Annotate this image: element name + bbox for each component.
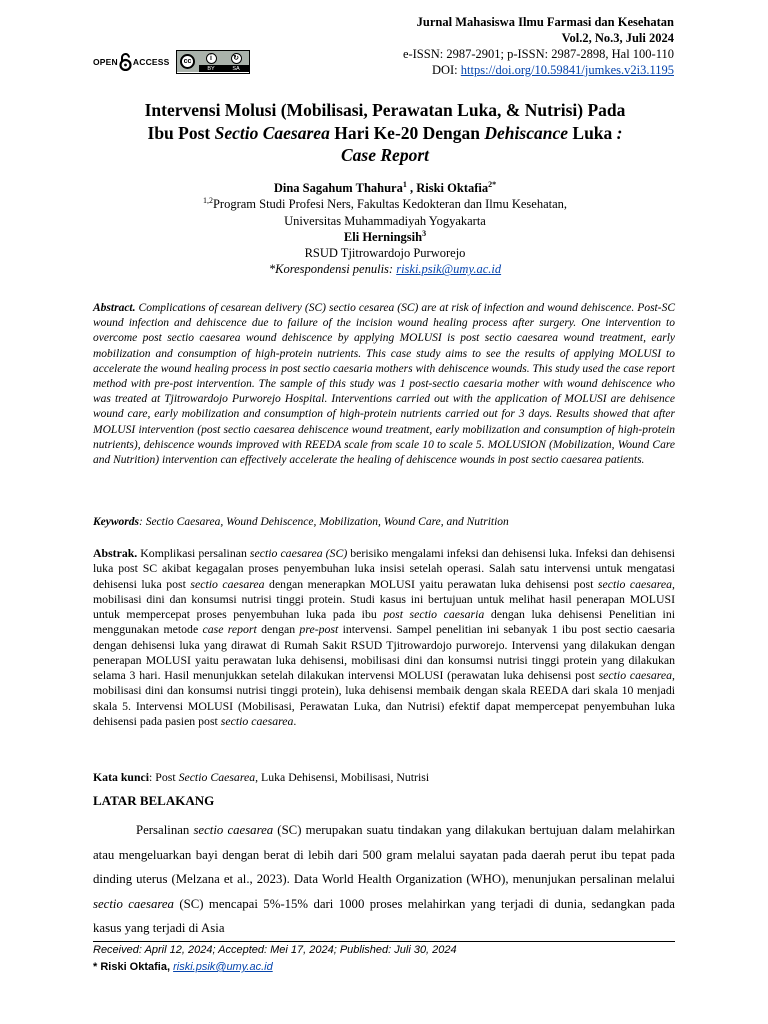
author-block: [90, 180, 680, 278]
affiliation-2: Universitas Muhammadiyah Yogyakarta: [284, 213, 486, 228]
footer-correspondence: * Riski Oktafia, riski.psik@umy.ac.id: [93, 961, 273, 973]
affiliation-1: $^{1,2}$Program Studi Profesi Ners, Fakultas Kedokteran dan Ilmu Kesehatan,: [202, 196, 568, 212]
open-lock-icon: [119, 53, 132, 71]
title-line-1: Intervensi Molusi (Mobilisasi, Perawatan Luka, & Nutrisi) Pada: [144, 100, 626, 120]
latar-belakang-heading: LATAR BELAKANG: [93, 793, 215, 808]
share-alike-icon: ↻: [231, 53, 242, 64]
cc-icon: cc: [180, 54, 195, 69]
journal-doi: [403, 62, 674, 78]
cc-by-sa-badge[interactable]: [176, 50, 250, 74]
open-access-right-text: ACCESS: [132, 57, 170, 67]
author-names: Dina Sagahum Thahura$^1$ , Riski Oktafia$^{2*}$: [273, 179, 497, 195]
keywords-indonesian: Kata kunci: Post Sectio Caesarea, Luka Dehisensi, Mobilisasi, Nutrisi: [93, 770, 430, 784]
abstrak-label: Abstrak.: [93, 546, 138, 560]
keywords-english: Keywords: Sectio Caesarea, Wound Dehiscence, Mobilization, Wound Care, and Nutrition: [93, 516, 509, 528]
open-access-left-text: OPEN: [93, 57, 118, 67]
abstract-indonesian: Abstrak. Komplikasi persalinan sectio caesarea (SC) berisiko mengalami infeksi dan dehisensi luka. Infeksi dan dehisensi luka post SC akibat kegagalan proses penyembuhan luka insisi setelah operasi. Salah satu intervensi untuk mengatasi dehisensi luka post sectio caesarea dengan menerapkan MOLUSI yaitu perawatan luka dehisensi post sectio caesarea, mobilisasi dini dan konsumsi nutrisi tinggi protein. Studi kasus ini bertujuan untuk melihat hasil penerapan MOLUSI untuk mempercepat proses penyembuhan luka pada ibu post sectio caesaria dengan luka dehisensi Penelitian ini menggunakan metode case report dengan pre-post intervensi. Sampel penelitian ini sebanyak 1 ibu post sectio caesaria dengan dehisensi luka yang dirawat di Rumah Sakit RSUD Tjitrowardojo purworejo. Intervensi yang dilakukan dengan penerapan MOLUSI yaitu perawatan luka dehisensi, mobilisasi dini dan konsumsi nutrisi tinggi protein yang dilakukan selama 3 hari. Hasil menunjukkan setelah dilakukan intervensi MOLUSI (perawatan luka dehisensi post sectio caesarea, mobilisasi dini dan konsumsi nutrisi tinggi protein), luka dehisensi membaik dengan skala REEDA dari skala 10 menjadi skala 5. Intervensi MOLUSI (Mobilisasi, Perawatan Luka, dan Nutrisi) efektif dapat mempercepat penyembuhan luka dehisensi pada pasien post sectio caesarea.: [93, 546, 676, 728]
journal-volume: Vol.2, No.3, Juli 2024: [561, 31, 674, 45]
author-3: Eli Herningsih$^3$: [343, 228, 427, 244]
received-dates: Received: April 12, 2024; Accepted: Mei 17, 2024; Published: Juli 30, 2024: [93, 944, 457, 956]
license-logos: [93, 49, 250, 75]
affiliation-3: RSUD Tjitrowardojo Purworejo: [304, 246, 466, 261]
cc-by-text: BY: [207, 65, 215, 72]
body-paragraph: Persalinan sectio caesarea (SC) merupakan suatu tindakan yang dilakukan bertujuan dalam melahirkan atau mengeluarkan bayi dengan berat di lebih dari 500 gram melalui sayatan pada daerah perut ibu tepat pada dinding uterus (Melzana et al., 2023). Data World Health Organization (WHO), menunjukan persalinan melalui sectio caesarea (SC) mencapai 5%-15% dari 1000 proses melahirkan yang terjadi di dunia, sedangkan pada kasus yang terjadi di Asia: [93, 823, 675, 935]
journal-issn: e-ISSN: 2987-2901; p-ISSN: 2987-2898, Hal 100-110: [402, 47, 674, 61]
footer-email-link[interactable]: riski.psik@umy.ac.id: [173, 961, 273, 973]
abstract-label: Abstract.: [93, 302, 136, 314]
article-title: [90, 99, 680, 167]
abstract-text: Complications of cesarean delivery (SC) sectio cesarea (SC) are at risk of infection and wound dehiscence. Post-SC wound infection and dehiscence due to failure of the incision wound healing process after surgery. One intervention to overcome post sectio caesarea wound dehiscence by applying MOLUSI is post sectio caesarea wound treatment, early mobilization and consumption of high-protein nutrients. This case study aims to see the results of applying MOLUSI to accelerate the wound healing process in post sectio caesaria mothers with dehiscence wounds. This study used the case report method with pre-post intervention. The sample of this study was 1 post-sectio caesaria mother with wound dehiscence who was treated at Tjitrowardojo Purworejo Hospital. Interventions carried out with the application of MOLUSI are dehisence wound care, early mobilization and consumption of high-protein nutrients carried out for 3 days. Results showed that after MOLUSI intervention (post sectio caesarea dehiscence wound treatment, early mobilization and consumption of high-protein nutrients), dehiscence wounds improved with REEDA scale from scale 10 to scale 5. MOLUSION (Mobilization, Wound Care and Nutrition) intervention can effectively accelerate the healing of dehiscence wounds in post sectio caesarea patients.: [93, 302, 675, 467]
corresponding-email-link[interactable]: riski.psik@umy.ac.id: [396, 262, 502, 277]
doi-link[interactable]: https://doi.org/10.59841/jumkes.v2i3.1195: [460, 63, 674, 77]
title-line-2: Ibu Post Sectio Caesarea Hari Ke-20 Dengan Dehiscance Luka :: [147, 122, 623, 143]
title-line-3: Case Report: [341, 145, 429, 165]
doi-label: DOI:: [431, 63, 461, 77]
corresponding-author: *Korespondensi penulis: riski.psik@umy.ac.id: [268, 262, 502, 277]
footer-rule: [93, 941, 675, 942]
journal-name: Jurnal Mahasiswa Ilmu Farmasi dan Kesehatan: [416, 15, 674, 29]
open-access-logo: [93, 53, 170, 71]
cc-sa-text: SA: [232, 65, 240, 72]
journal-header: [403, 14, 674, 78]
attribution-icon: i: [206, 53, 217, 64]
abstract-english: [93, 301, 675, 468]
